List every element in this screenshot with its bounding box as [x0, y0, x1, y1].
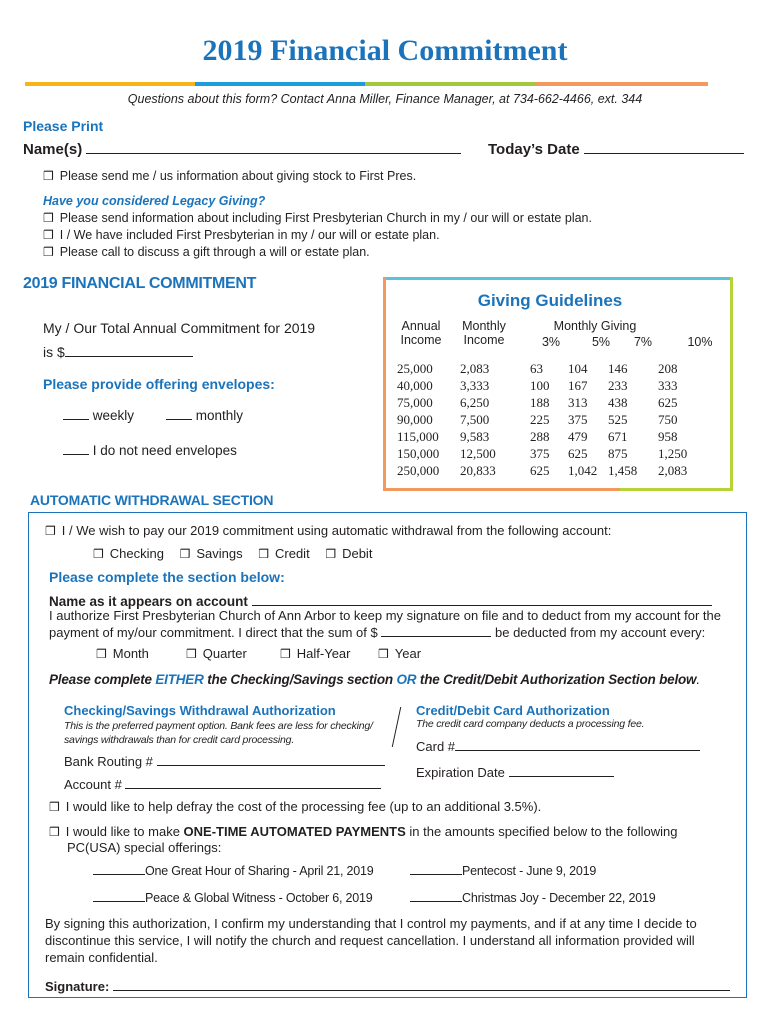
title-stripe-3 [365, 82, 535, 86]
guidelines-cell: 25,000 [397, 360, 433, 376]
total-commitment-prefix: is $ [43, 344, 65, 360]
either-part: Please complete [49, 672, 156, 687]
complete-heading: Please complete the section below: [49, 569, 285, 585]
total-commitment-line-1: My / Our Total Annual Commitment for 2019 [43, 320, 316, 336]
onetime-line-2: PC(USA) special offerings: [67, 840, 222, 855]
expiration-label: Expiration Date [416, 765, 505, 780]
frequency-label: Year [394, 646, 422, 661]
head-monthly-giving: Monthly Giving [553, 319, 637, 333]
account-type-label: Savings [196, 546, 243, 561]
frequency-label: Month [112, 646, 149, 661]
monthly-option[interactable] [166, 407, 243, 423]
weekly-field[interactable] [63, 407, 89, 420]
guidelines-row [397, 394, 710, 411]
checkbox-icon[interactable]: ❒ [43, 228, 54, 242]
guidelines-frame-top [383, 277, 733, 280]
guidelines-cell: 625 [658, 394, 678, 410]
title-stripe-1 [25, 82, 195, 86]
name-on-account-field[interactable] [252, 593, 712, 606]
offering-label: Christmas Joy - December 22, 2019 [462, 891, 656, 905]
name-on-account-row [49, 593, 712, 609]
offering-one-great-hour [93, 862, 374, 878]
card-row [416, 738, 700, 754]
title-stripe-4 [535, 82, 708, 86]
offering-label: Pentecost - June 9, 2019 [462, 864, 597, 878]
offering-peace-global [93, 889, 373, 905]
checking-heading: Checking/Savings Withdrawal Authorization [64, 703, 336, 718]
guidelines-row [397, 462, 710, 479]
guidelines-cell: 100 [530, 377, 550, 393]
monthly-field[interactable] [166, 407, 192, 420]
guidelines-cell: 12,500 [460, 445, 496, 461]
names-row [23, 141, 461, 158]
guidelines-cell: 90,000 [397, 411, 433, 427]
checkbox-icon[interactable]: ❒ [280, 647, 291, 661]
checkbox-icon[interactable]: ❒ [378, 647, 389, 661]
no-envelopes-field[interactable] [63, 442, 89, 455]
card-label: Card # [416, 739, 456, 754]
names-field[interactable] [86, 141, 461, 154]
total-commitment-field[interactable] [65, 344, 193, 357]
guidelines-cell: 375 [530, 445, 550, 461]
no-envelopes-option[interactable] [63, 442, 237, 458]
guidelines-cell: 625 [568, 445, 588, 461]
legacy-option-label: Please send information about including First Presbyterian Church in my / our will or estate plan. [59, 211, 592, 225]
guidelines-cell: 208 [658, 360, 678, 376]
guidelines-cell: 313 [568, 394, 588, 410]
either-instruction [49, 672, 700, 687]
guidelines-frame-right [730, 277, 733, 491]
either-period: . [696, 672, 700, 687]
names-label: Name(s) [23, 141, 83, 158]
defray-option[interactable] [49, 799, 541, 814]
guidelines-cell: 438 [608, 394, 628, 410]
guidelines-cell: 63 [530, 360, 543, 376]
authorize-line-2 [49, 624, 705, 640]
guidelines-cell: 958 [658, 428, 678, 444]
checkbox-icon[interactable]: ❒ [93, 547, 104, 561]
onetime-part: I would like to make [65, 824, 184, 839]
head-pct-7: 7% [633, 335, 653, 349]
monthly-label: monthly [195, 408, 244, 423]
guidelines-cell: 875 [608, 445, 628, 461]
signature-row [45, 978, 730, 994]
credit-heading: Credit/Debit Card Authorization [416, 703, 610, 718]
signature-label: Signature: [45, 979, 110, 994]
checkbox-icon[interactable]: ❒ [43, 211, 54, 225]
name-on-account-label: Name as it appears on account [49, 594, 248, 609]
auto-wish-label: I / We wish to pay our 2019 commitment using automatic withdrawal from the following account: [61, 523, 612, 538]
guidelines-cell: 150,000 [397, 445, 440, 461]
checkbox-icon[interactable]: ❒ [49, 825, 60, 839]
expiration-field[interactable] [509, 764, 614, 777]
offering-amount-field[interactable] [410, 862, 462, 875]
date-row [488, 141, 744, 158]
authorize-2b: be deducted from my account every: [495, 625, 706, 640]
please-print-label: Please Print [23, 118, 104, 134]
either-part: the Credit/Debit Authorization Section below [416, 672, 697, 687]
account-type-savings[interactable] [180, 546, 243, 561]
checkbox-icon[interactable]: ❒ [43, 245, 54, 259]
guidelines-row [397, 377, 710, 394]
head-annual-1: Annual [401, 319, 441, 333]
routing-label: Bank Routing # [64, 754, 153, 769]
offering-amount-field[interactable] [93, 889, 145, 902]
guidelines-cell: 2,083 [460, 360, 490, 376]
weekly-option[interactable] [63, 407, 134, 423]
account-type-label: Debit [342, 546, 373, 561]
account-row [64, 776, 381, 792]
legacy-option-3[interactable] [43, 245, 370, 259]
guidelines-row [397, 445, 710, 462]
guidelines-table-body [397, 360, 710, 479]
guidelines-title: Giving Guidelines [477, 291, 623, 310]
or-emphasis: OR [396, 672, 417, 687]
guidelines-cell: 167 [568, 377, 588, 393]
guidelines-cell: 525 [608, 411, 628, 427]
weekly-label: weekly [92, 408, 135, 423]
head-annual-income [393, 319, 449, 347]
guidelines-cell: 671 [608, 428, 628, 444]
confirm-line-1: By signing this authorization, I confirm my understanding that I control my payments, and if at any time I decide to [45, 916, 697, 931]
either-emphasis: EITHER [155, 672, 204, 687]
title-stripe-2 [195, 82, 365, 86]
frequency-half-year[interactable] [280, 646, 350, 661]
guidelines-cell: 75,000 [397, 394, 433, 410]
sum-field[interactable] [381, 624, 491, 637]
routing-row [64, 753, 385, 769]
account-type-label: Credit [275, 546, 310, 561]
checking-note-2: savings withdrawals than for credit card processing. [64, 734, 295, 746]
frequency-month[interactable] [96, 646, 149, 661]
legacy-option-label: I / We have included First Presbyterian in my / our will or estate plan. [59, 228, 440, 242]
guidelines-cell: 40,000 [397, 377, 433, 393]
defray-label: I would like to help defray the cost of the processing fee (up to an additional 3.5%). [65, 799, 542, 814]
guidelines-cell: 1,250 [658, 445, 688, 461]
authorize-2a: payment of my/our commitment. I direct that the sum of $ [49, 625, 378, 640]
guidelines-row [397, 360, 710, 377]
offering-amount-field[interactable] [93, 862, 145, 875]
guidelines-cell: 288 [530, 428, 550, 444]
checkbox-icon[interactable]: ❒ [96, 647, 107, 661]
checking-note-1: This is the preferred payment option. Bank fees are less for checking/ [64, 720, 373, 732]
date-field[interactable] [584, 141, 744, 154]
legacy-option-1[interactable] [43, 211, 592, 225]
card-field[interactable] [455, 738, 700, 751]
account-label: Account # [64, 777, 122, 792]
frequency-label: Quarter [202, 646, 247, 661]
expiration-row [416, 764, 614, 780]
authorize-line-1: I authorize First Presbyterian Church of Ann Arbor to keep my signature on file and to deduct from my account for the [49, 608, 722, 623]
checkbox-icon[interactable]: ❒ [43, 169, 54, 183]
guidelines-cell: 225 [530, 411, 550, 427]
guidelines-cell: 233 [608, 377, 628, 393]
head-pct-5: 5% [591, 335, 611, 349]
guidelines-frame-bottom-right [620, 488, 733, 491]
offering-pentecost [410, 862, 596, 878]
confirm-line-3: remain confidential. [45, 950, 158, 965]
credit-note: The credit card company deducts a processing fee. [416, 718, 645, 730]
guidelines-row [397, 411, 710, 428]
guidelines-cell: 2,083 [658, 462, 688, 478]
auto-heading: AUTOMATIC WITHDRAWAL SECTION [30, 492, 274, 508]
guidelines-cell: 750 [658, 411, 678, 427]
guidelines-cell: 188 [530, 394, 550, 410]
page-title: 2019 Financial Commitment [202, 34, 568, 67]
offering-label: One Great Hour of Sharing - April 21, 2019 [145, 864, 374, 878]
frequency-year[interactable] [378, 646, 421, 661]
contact-line: Questions about this form? Contact Anna Miller, Finance Manager, at 734-662-4466, ext. 344 [127, 92, 643, 106]
account-types [93, 546, 372, 561]
head-monthly-1: Monthly [462, 319, 506, 333]
commitment-heading: 2019 FINANCIAL COMMITMENT [23, 275, 257, 292]
account-field[interactable] [125, 776, 381, 789]
envelopes-heading: Please provide offering envelopes: [43, 376, 275, 392]
head-monthly-income [453, 319, 515, 347]
guidelines-cell: 20,833 [460, 462, 496, 478]
signature-field[interactable] [113, 978, 730, 991]
guidelines-cell: 115,000 [397, 428, 439, 444]
either-part: the Checking/Savings section [203, 672, 397, 687]
guidelines-cell: 9,583 [460, 428, 490, 444]
head-monthly-2: Income [463, 333, 505, 347]
guidelines-cell: 3,333 [460, 377, 490, 393]
head-pct-10: 10% [687, 335, 713, 349]
checkbox-icon[interactable]: ❒ [258, 547, 269, 561]
stock-option[interactable] [43, 169, 416, 183]
onetime-part: in the amounts specified below to the following [405, 824, 678, 839]
offering-label: Peace & Global Witness - October 6, 2019 [145, 891, 373, 905]
guidelines-cell: 1,458 [608, 462, 638, 478]
legacy-option-label: Please call to discuss a gift through a will or estate plan. [59, 245, 370, 259]
date-label: Today’s Date [488, 141, 580, 158]
onetime-option[interactable] [49, 824, 677, 839]
confirm-line-2: discontinue this service, I will notify the church and request cancellation. I understand all information provided will [45, 933, 695, 948]
checkbox-icon[interactable]: ❒ [186, 647, 197, 661]
offering-christmas-joy [410, 889, 655, 905]
no-envelopes-label: I do not need envelopes [92, 443, 237, 458]
guidelines-cell: 375 [568, 411, 588, 427]
guidelines-cell: 625 [530, 462, 550, 478]
auto-wish-option[interactable] [45, 523, 611, 538]
checkbox-icon[interactable]: ❒ [49, 800, 60, 814]
guidelines-cell: 7,500 [460, 411, 490, 427]
frequency-quarter[interactable] [186, 646, 247, 661]
guidelines-cell: 146 [608, 360, 628, 376]
account-type-debit[interactable] [325, 546, 372, 561]
guidelines-cell: 6,250 [460, 394, 490, 410]
frequency-label: Half-Year [296, 646, 351, 661]
guidelines-cell: 479 [568, 428, 588, 444]
account-type-credit[interactable] [258, 546, 309, 561]
guidelines-row [397, 428, 710, 445]
head-annual-2: Income [400, 333, 442, 347]
total-commitment-line-2 [43, 344, 193, 360]
checkbox-icon[interactable]: ❒ [325, 547, 337, 561]
account-type-label: Checking [109, 546, 164, 561]
guidelines-cell: 333 [658, 377, 678, 393]
checkbox-icon[interactable]: ❒ [179, 547, 191, 561]
guidelines-table [397, 360, 710, 479]
onetime-emphasis: ONE-TIME AUTOMATED PAYMENTS [183, 824, 406, 839]
offering-amount-field[interactable] [410, 889, 462, 902]
stock-option-label: Please send me / us information about giving stock to First Pres. [59, 169, 417, 183]
guidelines-cell: 1,042 [568, 462, 598, 478]
checkbox-icon[interactable]: ❒ [45, 524, 56, 538]
guidelines-cell: 104 [568, 360, 588, 376]
guidelines-cell: 250,000 [397, 462, 440, 478]
legacy-option-2[interactable] [43, 228, 440, 242]
routing-field[interactable] [157, 753, 385, 766]
legacy-heading: Have you considered Legacy Giving? [43, 194, 266, 208]
account-type-checking[interactable] [93, 546, 164, 561]
head-pct-3: 3% [541, 335, 561, 349]
